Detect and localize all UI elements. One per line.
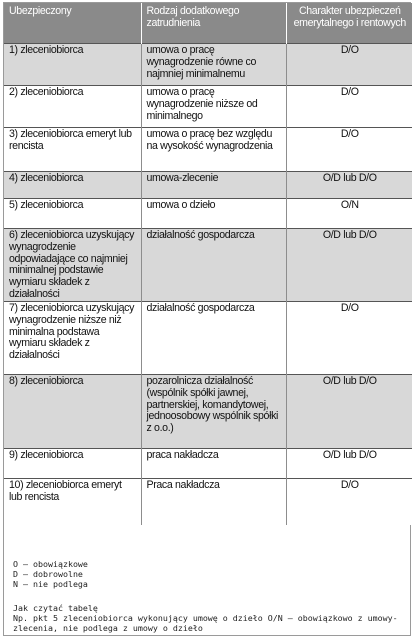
cell-insured: 7) zleceniobiorca uzyskujący wynagrodzenie niższe niż minimalna podstawa wymiaru składek z działalności: [4, 302, 141, 375]
cell-insured: 1) zleceniobiorca: [4, 44, 141, 86]
how-to-read-title: Jak czytać tabelę: [13, 603, 98, 613]
insurance-table: [4, 3, 412, 525]
cell-employment: Praca nakładcza: [141, 479, 286, 525]
table-row: [4, 375, 412, 449]
cell-employment: pozarolnicza działalność (wspólnik spółki jawnej, partnerskiej, komandytowej, jednoosobowy wspólnik spółki z o.o.): [141, 375, 286, 449]
cell-insured: 2) zleceniobiorca: [4, 86, 141, 128]
table-row: [4, 449, 412, 479]
legend-item: O – obowiązkowe: [13, 559, 88, 569]
cell-employment: działalność gospodarcza: [141, 229, 286, 302]
header-insured: Ubezpieczony: [4, 3, 141, 44]
legend-item: D – dobrowolne: [13, 569, 83, 580]
how-to-read-note: [13, 603, 413, 634]
table-row: [4, 44, 412, 86]
cell-character: D/O: [286, 86, 412, 128]
cell-character: O/D lub D/O: [286, 229, 412, 302]
cell-employment: umowa o pracę bez względu na wysokość wynagrodzenia: [141, 128, 286, 172]
table-row: [4, 199, 412, 229]
cell-insured: 8) zleceniobiorca: [4, 375, 141, 449]
table-row: [4, 86, 412, 128]
legend: [13, 559, 88, 590]
cell-employment: umowa o pracę wynagrodzenie równe co najmniej minimalnemu: [141, 44, 286, 86]
cell-insured: 3) zleceniobiorca emeryt lub rencista: [4, 128, 141, 172]
cell-employment: umowa o dzieło: [141, 199, 286, 229]
cell-insured: 10) zleceniobiorca emeryt lub rencista: [4, 479, 141, 525]
cell-character: D/O: [286, 302, 412, 375]
table-row: [4, 479, 412, 525]
cell-insured: 9) zleceniobiorca: [4, 449, 141, 479]
cell-employment: umowa o pracę wynagrodzenie niższe od minimalnego: [141, 86, 286, 128]
how-to-read-text: Np. pkt 5 zleceniobiorca wykonujący umowę o dzieło O/N – obowiązkowo z umowy-zlecenia, nie podlega z umowy o dzieło: [13, 613, 398, 634]
table-row: [4, 302, 412, 375]
cell-employment: umowa-zlecenie: [141, 172, 286, 199]
header-employment-type: Rodzaj dodatkowego zatrudnienia: [141, 3, 286, 44]
table-row: [4, 172, 412, 199]
cell-character: D/O: [286, 128, 412, 172]
cell-character: D/O: [286, 44, 412, 86]
cell-character: O/N: [286, 199, 412, 229]
cell-employment: praca nakładcza: [141, 449, 286, 479]
cell-character: O/D lub D/O: [286, 375, 412, 449]
cell-insured: 6) zleceniobiorca uzyskujący wynagrodzenie odpowiadające co najmniej minimalnej podstawie wymiaru składek z działalności: [4, 229, 141, 302]
cell-insured: 4) zleceniobiorca: [4, 172, 141, 199]
cell-character: O/D lub D/O: [286, 449, 412, 479]
document-frame: [3, 2, 411, 636]
header-insurance-character: Charakter ubezpieczeń emerytalnego i rentowych: [286, 3, 412, 44]
table-row: [4, 229, 412, 302]
legend-item: N – nie podlega: [13, 579, 88, 590]
cell-character: D/O: [286, 479, 412, 525]
table-header-row: [4, 3, 412, 44]
cell-character: O/D lub D/O: [286, 172, 412, 199]
table-row: [4, 128, 412, 172]
cell-insured: 5) zleceniobiorca: [4, 199, 141, 229]
cell-employment: działalność gospodarcza: [141, 302, 286, 375]
